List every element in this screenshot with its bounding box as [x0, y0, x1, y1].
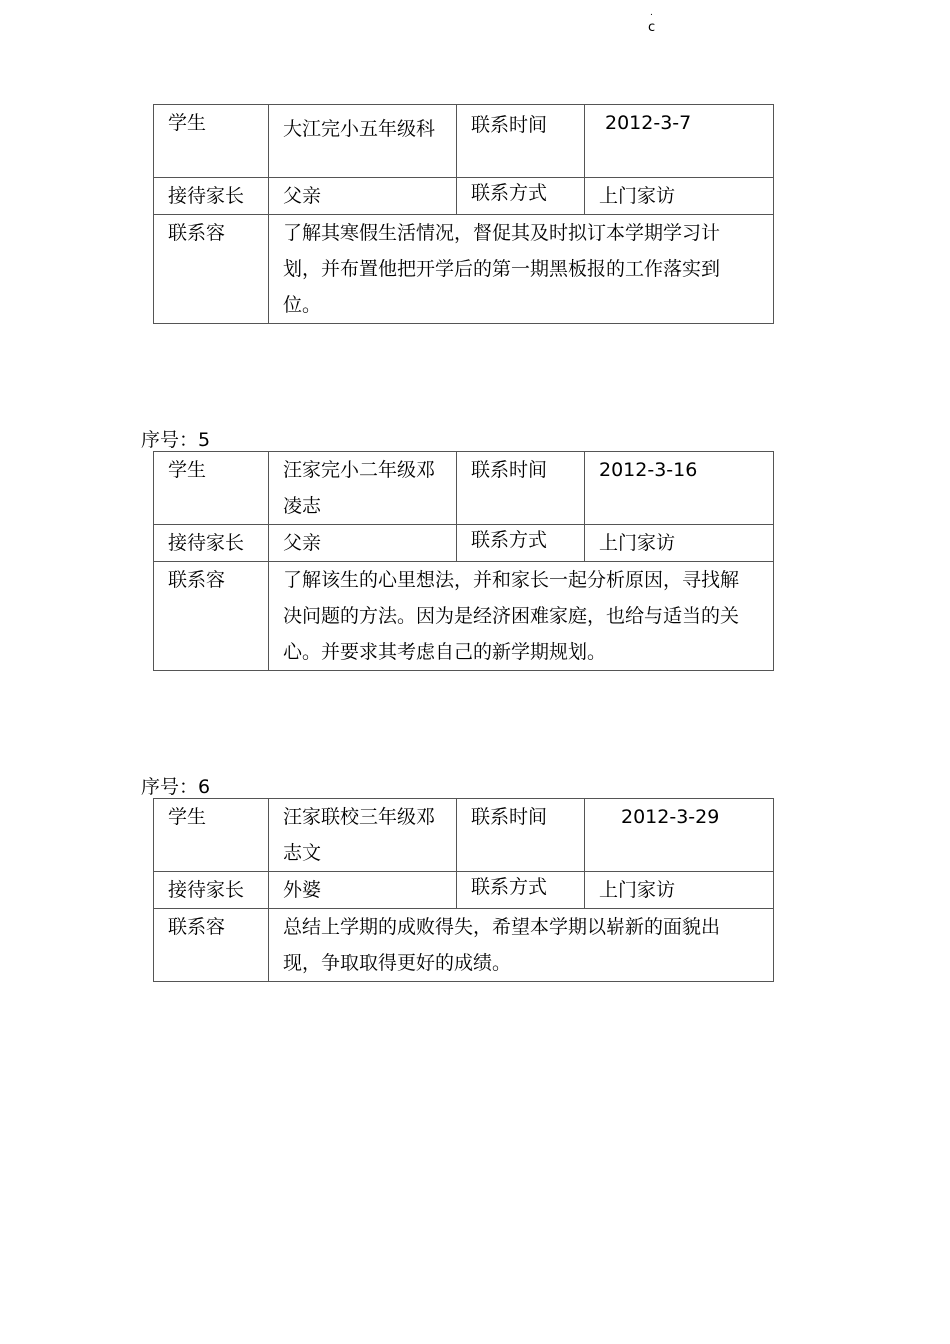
content-value: 了解其寒假生活情况，督促其及时拟订本学期学习计划，并布置他把开学后的第一期黑板报的工作落实到位。	[269, 215, 774, 324]
contact-method-value: 上门家访	[585, 872, 774, 909]
sequence-number: 序号：5	[141, 429, 211, 451]
contact-method-value: 上门家访	[585, 178, 774, 215]
parent-value: 外婆	[269, 872, 457, 909]
header-dot: .	[650, 8, 653, 18]
contact-method-value: 上门家访	[585, 525, 774, 562]
student-label: 学生	[154, 799, 269, 872]
content-label: 联系容	[154, 215, 269, 324]
parent-value: 父亲	[269, 525, 457, 562]
contact-method-label: 联系方式	[457, 178, 585, 215]
content-label: 联系容	[154, 562, 269, 671]
student-value: 汪家完小二年级邓凌志	[269, 452, 457, 525]
content-label: 联系容	[154, 909, 269, 982]
contact-time-label: 联系时间	[457, 105, 585, 178]
contact-record-table	[153, 798, 774, 982]
contact-time-value: 2012-3-16	[585, 452, 774, 525]
parent-label: 接待家长	[154, 872, 269, 909]
contact-time-label: 联系时间	[457, 452, 585, 525]
parent-label: 接待家长	[154, 525, 269, 562]
header-letter: c	[648, 20, 656, 35]
contact-time-value: 2012-3-7	[585, 105, 774, 178]
content-value: 总结上学期的成败得失，希望本学期以崭新的面貌出现，争取取得更好的成绩。	[269, 909, 774, 982]
content-value: 了解该生的心里想法，并和家长一起分析原因，寻找解决问题的方法。因为是经济困难家庭，也给与适当的关心。并要求其考虑自己的新学期规划。	[269, 562, 774, 671]
parent-value: 父亲	[269, 178, 457, 215]
contact-time-label: 联系时间	[457, 799, 585, 872]
contact-method-label: 联系方式	[457, 872, 585, 909]
student-value: 汪家联校三年级邓志文	[269, 799, 457, 872]
contact-record-table	[153, 451, 774, 671]
student-label: 学生	[154, 105, 269, 178]
contact-time-value: 2012-3-29	[585, 799, 774, 872]
contact-record-table	[153, 104, 774, 324]
sequence-number: 序号：6	[141, 776, 211, 798]
student-label: 学生	[154, 452, 269, 525]
parent-label: 接待家长	[154, 178, 269, 215]
student-value: 大江完小五年级科	[269, 105, 457, 178]
contact-method-label: 联系方式	[457, 525, 585, 562]
